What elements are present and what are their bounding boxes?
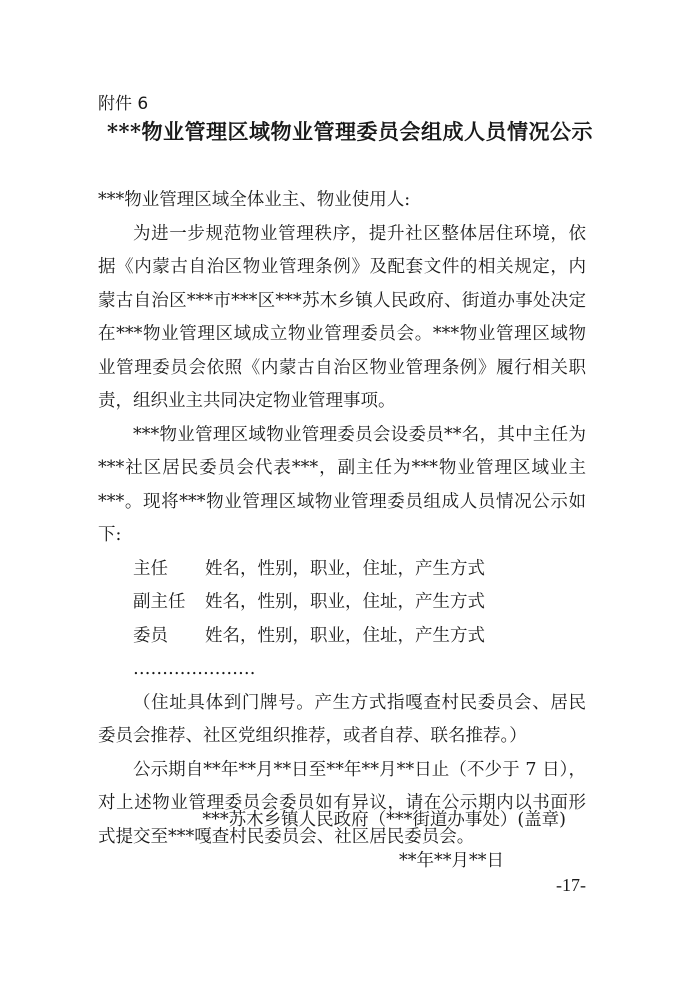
member-role: 主任 [133, 558, 168, 579]
member-role: 委员 [133, 625, 168, 646]
member-row-vice-chair [98, 586, 586, 620]
member-info: 姓名，性别，职业，住址，产生方式 [205, 625, 485, 646]
paragraph-objection: 公示期自**年**月**日至**年**月**日止（不少于 7 日），对上述物业管理委员会委员如有异议，请在公示期内以书面形式提交至***嘎查村民委员会、社区居民委员会。 [98, 759, 586, 847]
member-row-member [98, 620, 586, 654]
document-title: ***物业管理区域物业管理委员会组成人员情况公示 [107, 119, 593, 144]
paragraph-note: （住址具体到门牌号。产生方式指嘎查村民委员会、居民委员会推荐、社区党组织推荐，或者自荐、联名推荐。） [98, 692, 586, 746]
member-info: 姓名，性别，职业，住址，产生方式 [205, 558, 485, 579]
signature-line: ***苏木乡镇人民政府（***街道办事处）(盖章) [202, 810, 566, 830]
paragraph-intro: 为进一步规范物业管理秩序，提升社区整体居住环境，依据《内蒙古自治区物业管理条例》及配套文件的相关规定，内蒙古自治区***市***区***苏木乡镇人民政府、街道办事处决定在***物业管理区域成立物业管理委员会。***物业管理区域物业管理委员会依照《内蒙古自治区物业管理条例》履行相关职责，组织业主共同决定物业管理事项。 [98, 223, 586, 411]
salutation: ***物业管理区域全体业主、物业使用人: [98, 190, 411, 210]
page-number: -17- [556, 875, 586, 895]
member-role: 副主任 [133, 592, 186, 612]
member-row-chair [98, 553, 586, 587]
attachment-label: 附件 6 [98, 94, 149, 114]
list-ellipsis: ………………… [133, 659, 256, 679]
date-line: **年**月**日 [399, 851, 504, 871]
document-body [98, 184, 586, 854]
member-info: 姓名，性别，职业，住址，产生方式 [205, 592, 485, 612]
paragraph-composition: ***物业管理区域物业管理委员会设委员**名，其中主任为***社区居民委员会代表***，副主任为***物业管理区域业主***。现将***物业管理区域物业管理委员组成人员情况公示如下: [98, 424, 586, 545]
